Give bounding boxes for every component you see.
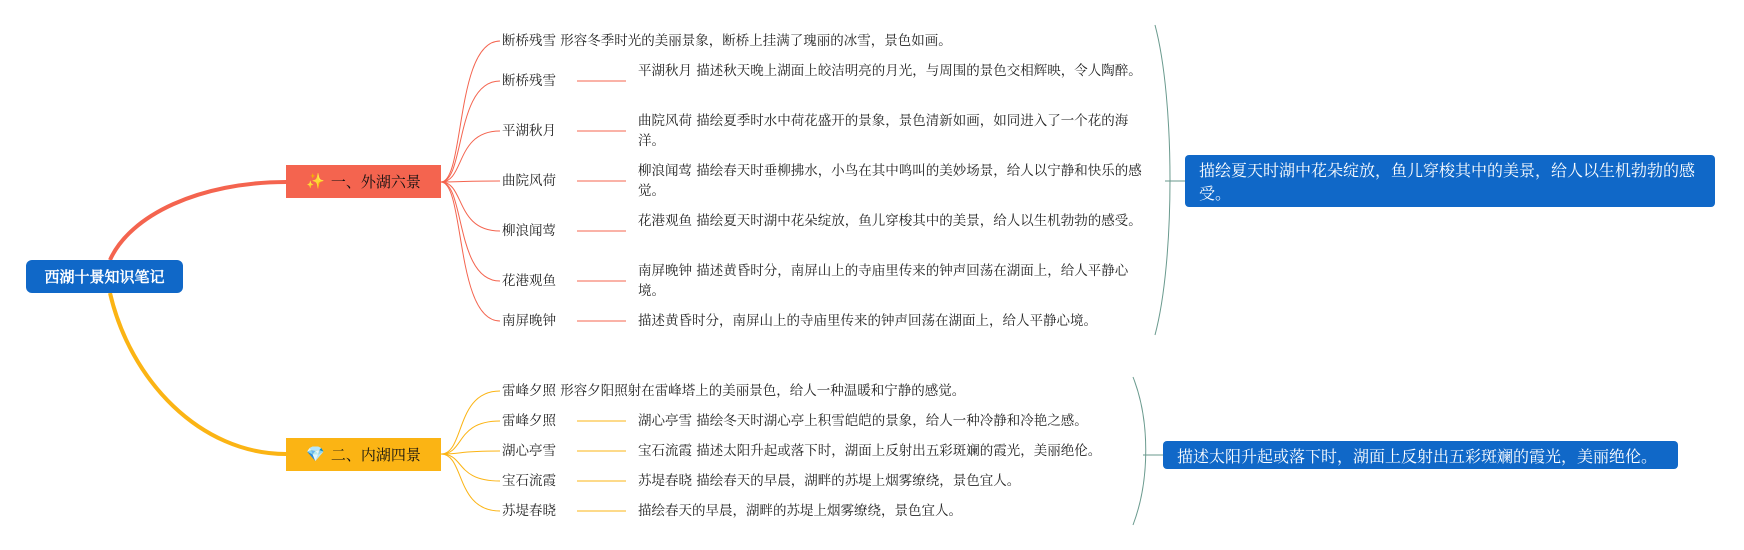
branch1-item-label[interactable]: 平湖秋月 — [502, 123, 556, 139]
summary-box-inner-lake[interactable]: 描述太阳升起或落下时，湖面上反射出五彩斑斓的霞光，美丽绝伦。 — [1163, 441, 1678, 469]
branch2-item-label[interactable]: 苏堤春晓 — [502, 503, 556, 519]
summary-box-outer-lake[interactable]: 描绘夏天时湖中花朵绽放，鱼儿穿梭其中的美景，给人以生机勃勃的感受。 — [1185, 155, 1715, 207]
branch1-item-desc[interactable]: 描述黄昏时分，南屏山上的寺庙里传来的钟声回荡在湖面上，给人平静心境。 — [638, 313, 1097, 329]
wand-sparkle-icon: ✨ — [306, 172, 325, 190]
root-branch2-link — [110, 293, 286, 454]
summary-bracket-2 — [1133, 377, 1163, 525]
branch-label: 一、外湖六景 — [330, 173, 421, 191]
branch1-item-label[interactable]: 柳浪闻莺 — [502, 223, 556, 239]
branch1-item-label[interactable]: 花港观鱼 — [502, 273, 556, 289]
branch1-intro[interactable]: 断桥残雪 形容冬季时光的美丽景象，断桥上挂满了瑰丽的冰雪，景色如画。 — [502, 33, 952, 49]
branch2-item-label[interactable]: 雷峰夕照 — [502, 413, 556, 429]
root-branch1-link — [110, 182, 286, 260]
branch1-item-label[interactable]: 曲院风荷 — [502, 173, 556, 189]
branch1-item-desc[interactable]: 花港观鱼 描绘夏天时湖中花朵绽放，鱼儿穿梭其中的美景，给人以生机勃勃的感受。 — [638, 213, 1142, 229]
branch2-item-label[interactable]: 宝石流霞 — [502, 473, 556, 489]
branch2-intro[interactable]: 雷峰夕照 形容夕阳照射在雷峰塔上的美丽景色，给人一种温暖和宁静的感觉。 — [502, 383, 966, 399]
branch1-item-desc[interactable]: 曲院风荷 描绘夏季时水中荷花盛开的景象，景色清新如画，如同进入了一个花的海洋。 — [638, 113, 1129, 149]
branch-inner-lake[interactable] — [286, 438, 441, 471]
root-node[interactable] — [26, 260, 183, 293]
branch2-item-desc[interactable]: 湖心亭雪 描绘冬天时湖心亭上积雪皑皑的景象，给人一种冷静和冷艳之感。 — [638, 413, 1088, 429]
branch2-item-label[interactable]: 湖心亭雪 — [502, 443, 556, 459]
branch1-item-desc[interactable]: 平湖秋月 描述秋天晚上湖面上皎洁明亮的月光，与周围的景色交相辉映，令人陶醉。 — [638, 63, 1142, 79]
branch1-item-desc[interactable]: 南屏晚钟 描述黄昏时分，南屏山上的寺庙里传来的钟声回荡在湖面上，给人平静心境。 — [638, 263, 1129, 299]
branch-label: 二、内湖四景 — [330, 446, 421, 464]
branch2-item-desc[interactable]: 苏堤春晓 描绘春天的早晨，湖畔的苏堤上烟雾缭绕，景色宜人。 — [638, 473, 1021, 489]
summary-bracket-1 — [1155, 25, 1185, 335]
diamond-icon: 💎 — [306, 445, 325, 463]
branch2-item-desc[interactable]: 描绘春天的早晨，湖畔的苏堤上烟雾缭绕，景色宜人。 — [638, 503, 962, 519]
branch2-item-desc[interactable]: 宝石流霞 描述太阳升起或落下时，湖面上反射出五彩斑斓的霞光，美丽绝伦。 — [638, 443, 1102, 459]
branch-outer-lake[interactable] — [286, 165, 441, 198]
root-label: 西湖十景知识笔记 — [44, 268, 165, 286]
branch1-item-label[interactable]: 断桥残雪 — [502, 73, 556, 89]
branch1-item-desc[interactable]: 柳浪闻莺 描绘春天时垂柳拂水，小鸟在其中鸣叫的美妙场景，给人以宁静和快乐的感觉。 — [638, 163, 1142, 199]
branch1-item-label[interactable]: 南屏晚钟 — [502, 313, 556, 329]
